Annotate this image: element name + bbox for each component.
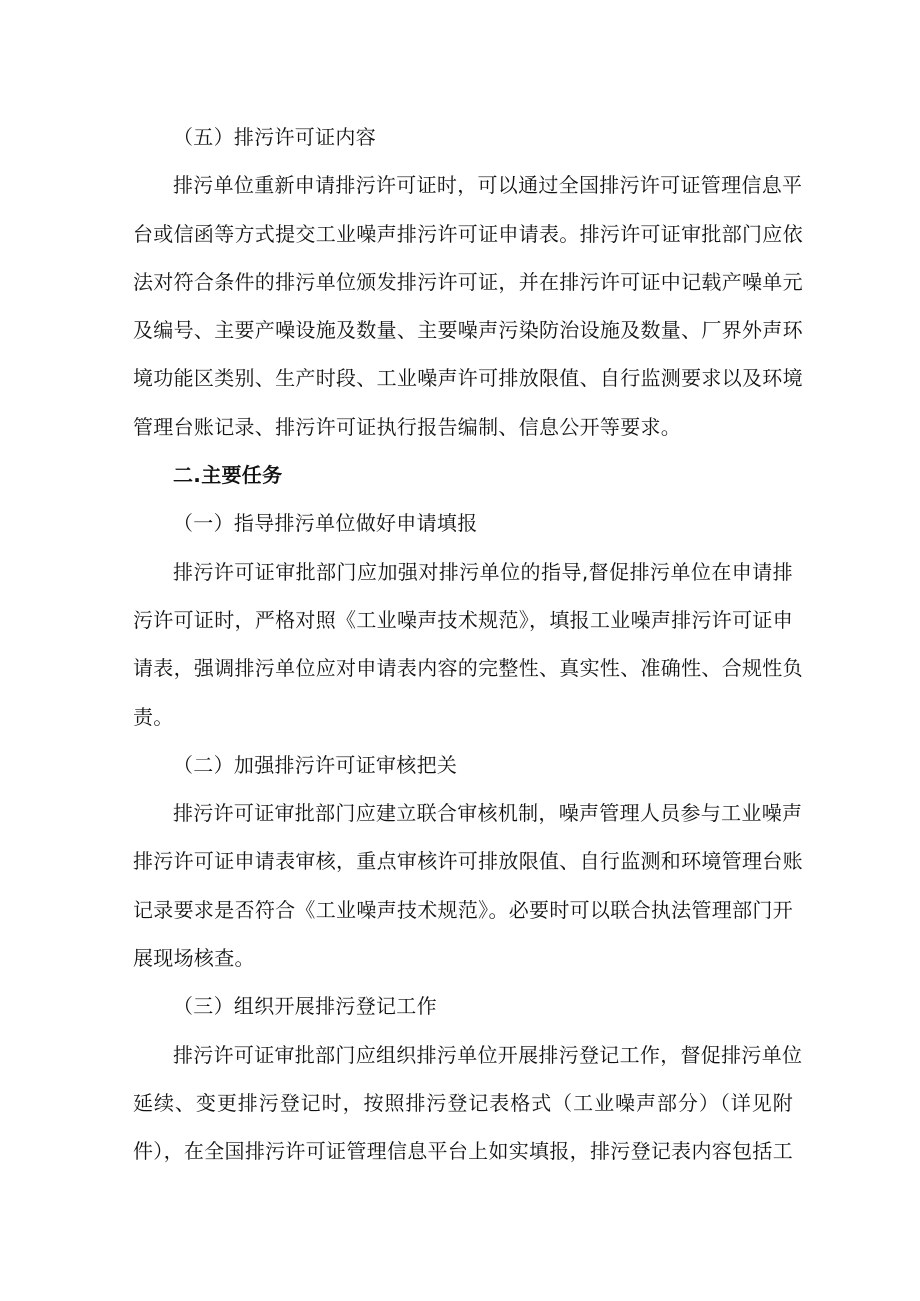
subheading-guide-application [133,499,793,547]
paragraph-line: 排污许可证审批部门应组织排污单位开展排污登记工作，督促排污单位 [173,1042,803,1067]
paragraph-line: 请表，强调排污单位应对申请表内容的完整性、真实性、准确性、合规性负 [133,656,803,681]
section-heading-main-tasks [133,451,793,499]
paragraph-line: 件），在全国排污许可证管理信息平台上如实填报，排污登记表内容包括工 [133,1139,793,1164]
paragraph-line: 污许可证时，严格对照《工业噪声技术规范》，填报工业噪声排污许可证申 [133,607,793,632]
paragraph-line: 排污许可证申请表审核，重点审核许可排放限值、自行监测和环境管理台账 [133,849,803,874]
subheading-text: （五）排污许可证内容 [173,125,376,149]
paragraph-strengthen-review [133,789,803,982]
paragraph-permit-content [133,161,803,451]
paragraph-line: 排污单位重新申请排污许可证时，可以通过全国排污许可证管理信息平 [173,173,803,198]
paragraph-registration [133,1031,803,1176]
subheading-permit-content [133,113,793,161]
document-body [133,113,803,1176]
paragraph-guide-application [133,548,803,741]
subheading-text: （一）指导排污单位做好申请填报 [173,511,478,536]
subheading-strengthen-review [133,741,793,789]
subheading-registration [133,982,793,1030]
paragraph-line: 境功能区类别、生产时段、工业噪声许可排放限值、自行监测要求以及环境 [133,366,803,391]
paragraph-line: 责。 [133,704,174,729]
paragraph-line: 延续、变更排污登记时，按照排污登记表格式（工业噪声部分）（详见附 [133,1090,793,1115]
paragraph-line: 记录要求是否符合《工业噪声技术规范》。必要时可以联合执法管理部门开 [133,897,793,922]
paragraph-line: 及编号、主要产噪设施及数量、主要噪声污染防治设施及数量、厂界外声环 [133,318,803,343]
paragraph-line: 法对符合条件的排污单位颁发排污许可证，并在排污许可证中记载产噪单元 [133,269,803,294]
paragraph-line: 管理台账记录、排污许可证执行报告编制、信息公开等要求。 [133,414,682,439]
paragraph-line: 台或信函等方式提交工业噪声排污许可证申请表。排污许可证审批部门应依 [133,221,803,246]
subheading-text: （二）加强排污许可证审核把关 [173,752,458,777]
subheading-text: （三）组织开展排污登记工作 [173,994,437,1019]
paragraph-line: 排污许可证审批部门应加强对排污单位的指导,督促排污单位在申请排 [173,559,793,584]
paragraph-line: 展现场核查。 [133,946,255,971]
paragraph-line: 排污许可证审批部门应建立联合审核机制，噪声管理人员参与工业噪声 [173,801,803,826]
section-heading-text: 二.主要任务 [173,463,283,488]
